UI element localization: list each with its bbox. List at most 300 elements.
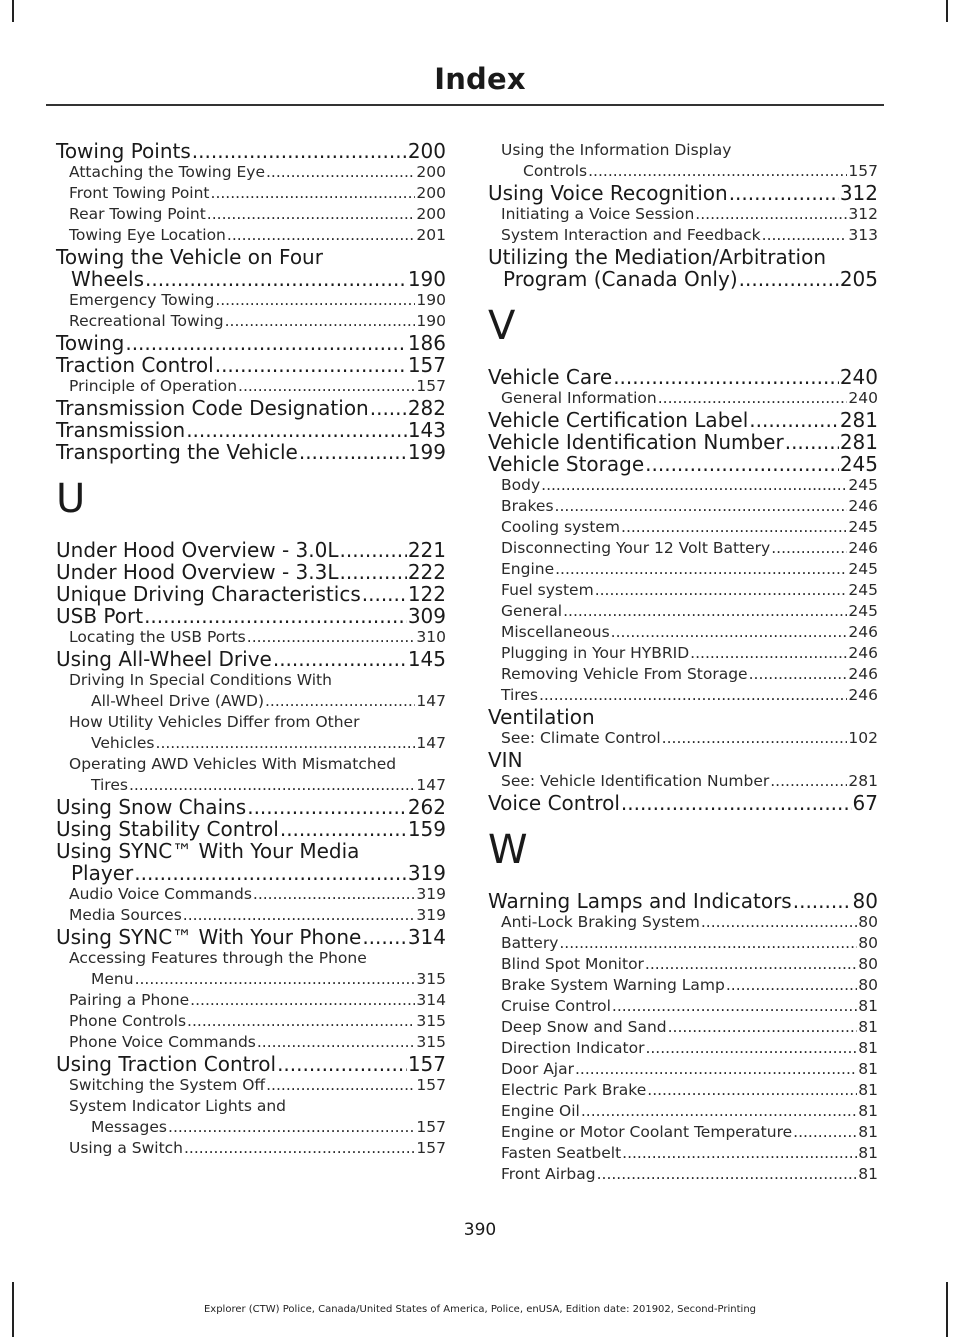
entry-text: Front Towing Point	[69, 184, 210, 202]
dot-leader	[340, 561, 407, 583]
entry-line	[501, 1101, 878, 1122]
entry-line	[501, 204, 878, 225]
dot-leader	[575, 1059, 857, 1080]
entry-text: Unique Driving Characteristics	[56, 582, 361, 606]
entry-line	[501, 622, 878, 643]
entry-text: Pairing a Phone	[69, 991, 190, 1009]
entry-text: Rear Towing Point	[69, 205, 206, 223]
index-subentry[interactable]	[488, 954, 878, 975]
entry-line	[488, 268, 878, 290]
index-entry[interactable]	[488, 246, 878, 290]
dot-leader	[215, 290, 415, 311]
entry-line	[56, 605, 446, 627]
page-ref: 221	[407, 538, 446, 562]
entry-line	[69, 1011, 446, 1032]
entry-line	[501, 225, 878, 246]
index-subentry[interactable]	[488, 975, 878, 996]
entry-line	[501, 664, 878, 685]
page-ref: 281	[848, 772, 878, 790]
index-entry[interactable]	[56, 926, 446, 948]
entry-text: Principle of Operation	[69, 377, 238, 395]
entry-line	[69, 905, 446, 926]
entry-line	[56, 419, 446, 441]
dot-leader	[726, 975, 857, 996]
dot-leader	[581, 1101, 857, 1122]
page-ref: 319	[416, 906, 446, 924]
index-entry[interactable]	[488, 366, 878, 388]
entry-text: Engine or Motor Coolant Temperature	[501, 1123, 793, 1141]
dot-leader	[207, 204, 416, 225]
index-entry[interactable]	[488, 453, 878, 475]
index-subentry[interactable]	[56, 670, 446, 712]
entry-text: Under Hood Overview - 3.3L	[56, 560, 339, 584]
index-subentry[interactable]	[56, 884, 446, 905]
dot-leader	[612, 996, 857, 1017]
entry-line	[69, 376, 446, 397]
index-subentry[interactable]	[488, 1164, 878, 1185]
dot-leader	[362, 926, 407, 948]
page-ref: 190	[407, 267, 446, 291]
entry-text: Brakes	[501, 497, 554, 515]
dot-leader	[622, 1143, 857, 1164]
footer-edition-info: Explorer (CTW) Police, Canada/United States of America, Police, enUSA, Edition date: 201902, Second-Printing	[203, 1304, 757, 1315]
dot-leader	[645, 1038, 857, 1059]
section-letter: W	[488, 827, 528, 873]
dot-leader	[247, 796, 407, 818]
index-subentry[interactable]	[488, 538, 878, 559]
page-ref: 201	[416, 226, 446, 244]
index-subentry[interactable]	[56, 204, 446, 225]
page-ref: 81	[858, 1102, 878, 1120]
dot-leader	[134, 862, 407, 884]
entry-text: Transmission Code Designation	[56, 396, 369, 420]
page-ref: 190	[416, 291, 446, 309]
index-subentry[interactable]	[488, 912, 878, 933]
page-ref: 80	[858, 934, 878, 952]
entry-line	[501, 933, 878, 954]
entry-text-line1: Utilizing the Mediation/Arbitration	[488, 245, 827, 269]
page-ref: 309	[407, 604, 446, 628]
dot-leader	[247, 627, 416, 648]
entry-line	[69, 627, 446, 648]
entry-line	[69, 733, 446, 754]
entry-text: Direction Indicator	[501, 1039, 645, 1057]
entry-line	[488, 453, 878, 475]
page-ref: 81	[858, 1018, 878, 1036]
entry-text: Engine Oil	[501, 1102, 580, 1120]
entry-line	[69, 1117, 446, 1138]
entry-line	[501, 685, 878, 706]
dot-leader	[280, 818, 407, 840]
page-ref: 319	[407, 861, 446, 885]
header-rule	[46, 104, 884, 106]
dot-leader	[168, 1117, 415, 1138]
page-title: Index	[434, 62, 526, 96]
entry-text: Towing Eye Location	[69, 226, 226, 244]
entry-line	[69, 204, 446, 225]
page-ref: 80	[852, 889, 878, 913]
entry-text: General	[501, 602, 563, 620]
entry-line	[56, 862, 446, 884]
index-entry[interactable]	[56, 539, 446, 561]
page-ref: 157	[416, 1139, 446, 1157]
entry-line	[501, 517, 878, 538]
index-entry[interactable]	[488, 792, 878, 814]
dot-leader	[762, 225, 848, 246]
index-subentry[interactable]	[488, 664, 878, 685]
index-entry[interactable]	[488, 409, 878, 431]
entry-text: Towing	[56, 331, 125, 355]
entry-line	[69, 311, 446, 332]
page-ref: 122	[407, 582, 446, 606]
dot-leader	[299, 441, 407, 463]
page-ref: 246	[848, 665, 878, 683]
page-ref: 159	[407, 817, 446, 841]
dot-leader	[184, 1138, 415, 1159]
index-entry[interactable]	[488, 182, 878, 204]
entry-line	[488, 409, 878, 431]
index-entry[interactable]	[56, 246, 446, 290]
dot-leader	[125, 332, 406, 354]
entry-line	[69, 691, 446, 712]
entry-line	[488, 890, 878, 912]
entry-text: USB Port	[56, 604, 144, 628]
entry-line	[69, 884, 446, 905]
entry-text: Menu	[91, 970, 134, 988]
dot-leader	[555, 496, 848, 517]
entry-line	[501, 580, 878, 601]
entry-line	[69, 990, 446, 1011]
entry-text: Using All-Wheel Drive	[56, 647, 272, 671]
page-number: 390	[463, 1220, 497, 1240]
index-subentry[interactable]	[488, 1122, 878, 1143]
index-subentry[interactable]	[488, 728, 878, 749]
page-ref: 313	[848, 226, 878, 244]
entry-text-line1: Using the Information Display	[501, 141, 732, 159]
index-entry[interactable]	[56, 354, 446, 376]
entry-text: Program (Canada Only)	[503, 267, 738, 291]
dot-leader	[555, 559, 847, 580]
index-heading: VIN	[488, 748, 523, 772]
index-subentry[interactable]	[56, 990, 446, 1011]
dot-leader	[257, 1032, 416, 1053]
dot-leader	[662, 728, 848, 749]
index-subentry[interactable]	[488, 1101, 878, 1122]
entry-line	[501, 1017, 878, 1038]
entry-line	[501, 975, 878, 996]
dot-leader	[215, 354, 407, 376]
dot-leader	[739, 268, 839, 290]
dot-leader	[770, 771, 847, 792]
entry-line	[69, 183, 446, 204]
dot-leader	[135, 969, 416, 990]
index-column-right	[488, 140, 878, 1185]
page-ref: 81	[858, 1144, 878, 1162]
index-subentry[interactable]	[488, 933, 878, 954]
entry-text: See: Vehicle Identification Number	[501, 772, 770, 790]
index-subentry[interactable]	[488, 1080, 878, 1101]
index-subentry[interactable]	[488, 685, 878, 706]
dot-leader	[695, 204, 847, 225]
entry-text: Switching the System Off	[69, 1076, 266, 1094]
page-ref: 157	[416, 377, 446, 395]
entry-text: Using Traction Control	[56, 1052, 277, 1076]
entry-text: General Information	[501, 389, 657, 407]
index-subentry[interactable]	[488, 1143, 878, 1164]
index-subentry[interactable]	[488, 1017, 878, 1038]
dot-leader	[186, 419, 407, 441]
entry-text: Towing Points	[56, 139, 191, 163]
page-ref: 246	[848, 623, 878, 641]
entry-line	[501, 1038, 878, 1059]
entry-line	[56, 583, 446, 605]
entry-text: Controls	[523, 162, 588, 180]
index-subentry[interactable]	[56, 1096, 446, 1138]
page-ref: 281	[839, 430, 878, 454]
index-subentry[interactable]	[488, 622, 878, 643]
index-subentry[interactable]	[56, 376, 446, 397]
index-subentry[interactable]	[488, 475, 878, 496]
dot-leader	[621, 517, 847, 538]
entry-text-line1: Accessing Features through the Phone	[69, 949, 367, 967]
dot-leader	[690, 643, 847, 664]
index-subentry[interactable]	[488, 140, 878, 182]
dot-leader	[729, 182, 839, 204]
dot-leader	[370, 397, 407, 419]
page-ref: 246	[848, 644, 878, 662]
index-subentry[interactable]	[56, 290, 446, 311]
page-ref: 315	[416, 1012, 446, 1030]
entry-line	[56, 140, 446, 162]
dot-leader	[621, 792, 852, 814]
dot-leader	[227, 225, 416, 246]
index-entry[interactable]	[56, 1053, 446, 1075]
page-ref: 240	[848, 389, 878, 407]
index-subentry[interactable]	[488, 996, 878, 1017]
index-subentry[interactable]	[488, 225, 878, 246]
dot-leader	[190, 990, 415, 1011]
index-subentry[interactable]	[488, 643, 878, 664]
entry-text: Vehicle Care	[488, 365, 613, 389]
index-subentry[interactable]	[488, 1038, 878, 1059]
page-ref: 145	[407, 647, 446, 671]
dot-leader	[225, 311, 416, 332]
page-ref: 190	[416, 312, 446, 330]
dot-leader	[597, 1164, 858, 1185]
index-subentry[interactable]	[56, 225, 446, 246]
index-subentry[interactable]	[56, 1075, 446, 1096]
entry-text: Vehicle Identification Number	[488, 430, 784, 454]
entry-line	[488, 792, 878, 814]
entry-line	[56, 1053, 446, 1075]
dot-leader	[595, 580, 848, 601]
index-subentry[interactable]	[56, 905, 446, 926]
index-entry[interactable]	[56, 583, 446, 605]
page-ref: 312	[839, 181, 878, 205]
entry-line	[56, 926, 446, 948]
entry-line	[501, 1164, 878, 1185]
index-subentry[interactable]	[56, 183, 446, 204]
page-ref: 245	[848, 560, 878, 578]
entry-text: Emergency Towing	[69, 291, 215, 309]
entry-text: Messages	[91, 1118, 168, 1136]
entry-text: System Interaction and Feedback	[501, 226, 761, 244]
index-entry[interactable]	[56, 840, 446, 884]
dot-leader	[362, 583, 407, 605]
entry-text-line1: System Indicator Lights and	[69, 1097, 286, 1115]
index-entry[interactable]	[56, 332, 446, 354]
index-subentry[interactable]	[488, 1059, 878, 1080]
entry-line	[56, 397, 446, 419]
page-ref: 319	[416, 885, 446, 903]
entry-text: Warning Lamps and Indicators	[488, 889, 792, 913]
entry-text: Phone Controls	[69, 1012, 187, 1030]
index-subentry[interactable]	[488, 601, 878, 622]
page-ref: 157	[848, 162, 878, 180]
entry-text: Tires	[501, 686, 538, 704]
dot-leader	[793, 890, 852, 912]
entry-text: Blind Spot Monitor	[501, 955, 644, 973]
page-ref: 315	[416, 970, 446, 988]
page-ref: 222	[407, 560, 446, 584]
dot-leader	[192, 140, 407, 162]
dot-leader	[144, 605, 407, 627]
entry-text: Voice Control	[488, 791, 620, 815]
index-entry[interactable]	[56, 796, 446, 818]
entry-text-line1: Operating AWD Vehicles With Mismatched	[69, 755, 397, 773]
page-ref: 312	[848, 205, 878, 223]
index-subentry[interactable]	[56, 1011, 446, 1032]
page-ref: 282	[407, 396, 446, 420]
index-entry[interactable]	[488, 890, 878, 912]
page-ref: 200	[416, 163, 446, 181]
entry-text: Using SYNC™ With Your Phone	[56, 925, 362, 949]
page-ref: 200	[416, 184, 446, 202]
entry-text: Under Hood Overview - 3.0L	[56, 538, 339, 562]
page-ref: 81	[858, 1165, 878, 1183]
dot-leader	[539, 685, 847, 706]
entry-text: Transmission	[56, 418, 186, 442]
page-ref: 262	[407, 795, 446, 819]
entry-text: All-Wheel Drive (AWD)	[91, 692, 264, 710]
index-subentry[interactable]	[488, 580, 878, 601]
page-ref: 81	[858, 1039, 878, 1057]
entry-line	[56, 332, 446, 354]
entry-text: Media Sources	[69, 906, 182, 924]
dot-leader	[183, 905, 416, 926]
dot-leader	[611, 622, 848, 643]
index-subentry[interactable]	[56, 712, 446, 754]
index-subentry[interactable]	[56, 1032, 446, 1053]
page-ref: 310	[416, 628, 446, 646]
dot-leader	[749, 409, 839, 431]
entry-line	[501, 1059, 878, 1080]
index-subentry[interactable]	[56, 948, 446, 990]
dot-leader	[785, 431, 839, 453]
index-subentry[interactable]	[56, 754, 446, 796]
entry-line	[56, 648, 446, 670]
index-entry[interactable]	[56, 605, 446, 627]
index-subentry[interactable]	[488, 517, 878, 538]
page-ref: 246	[848, 686, 878, 704]
index-subentry[interactable]	[488, 388, 878, 409]
dot-leader	[211, 183, 416, 204]
entry-text: Initiating a Voice Session	[501, 205, 695, 223]
page-ref: 67	[852, 791, 878, 815]
entry-line	[69, 1032, 446, 1053]
entry-text: Locating the USB Ports	[69, 628, 246, 646]
dot-leader	[273, 648, 407, 670]
entry-line	[69, 162, 446, 183]
index-heading: Ventilation	[488, 705, 595, 729]
index-subentry[interactable]	[56, 162, 446, 183]
index-subentry[interactable]	[488, 496, 878, 517]
entry-line	[56, 796, 446, 818]
index-subentry[interactable]	[488, 771, 878, 792]
index-entry[interactable]	[488, 431, 878, 453]
page-ref: 245	[848, 581, 878, 599]
index-entry[interactable]	[56, 561, 446, 583]
entry-text: Using a Switch	[69, 1139, 183, 1157]
entry-line	[501, 912, 878, 933]
index-entry[interactable]	[56, 818, 446, 840]
index-subentry[interactable]	[56, 627, 446, 648]
index-subentry[interactable]	[488, 559, 878, 580]
entry-text: Using Stability Control	[56, 817, 279, 841]
index-entry[interactable]	[56, 140, 446, 162]
index-entry[interactable]	[56, 419, 446, 441]
entry-line	[56, 561, 446, 583]
entry-line	[501, 475, 878, 496]
section-letter: U	[56, 476, 86, 522]
crop-mark-top-left	[12, 0, 14, 22]
page-ref: 81	[858, 1081, 878, 1099]
page-ref: 246	[848, 539, 878, 557]
entry-line	[488, 182, 878, 204]
dot-leader	[265, 691, 415, 712]
entry-text: Cruise Control	[501, 997, 611, 1015]
index-subentry[interactable]	[488, 204, 878, 225]
index-subentry[interactable]	[56, 311, 446, 332]
index-entry[interactable]	[56, 441, 446, 463]
page-ref: 157	[407, 353, 446, 377]
index-entry[interactable]	[56, 648, 446, 670]
dot-leader	[563, 601, 847, 622]
dot-leader	[701, 912, 857, 933]
entry-text: Electric Park Brake	[501, 1081, 647, 1099]
index-subentry[interactable]	[56, 1138, 446, 1159]
entry-line	[488, 431, 878, 453]
entry-text: Player	[71, 861, 134, 885]
entry-line	[501, 1143, 878, 1164]
entry-text-line1: How Utility Vehicles Differ from Other	[69, 713, 360, 731]
page-ref: 246	[848, 497, 878, 515]
page-ref: 102	[848, 729, 878, 747]
entry-text: Vehicle Certification Label	[488, 408, 749, 432]
entry-text: Using Snow Chains	[56, 795, 247, 819]
page-ref: 80	[858, 955, 878, 973]
crop-mark-top-right	[946, 0, 948, 22]
entry-line	[69, 969, 446, 990]
entry-line	[501, 996, 878, 1017]
index-entry[interactable]	[56, 397, 446, 419]
page-ref: 143	[407, 418, 446, 442]
page-ref: 147	[416, 776, 446, 794]
entry-line	[501, 388, 878, 409]
entry-text-line1: Driving In Special Conditions With	[69, 671, 332, 689]
dot-leader	[187, 1011, 415, 1032]
dot-leader	[156, 733, 416, 754]
